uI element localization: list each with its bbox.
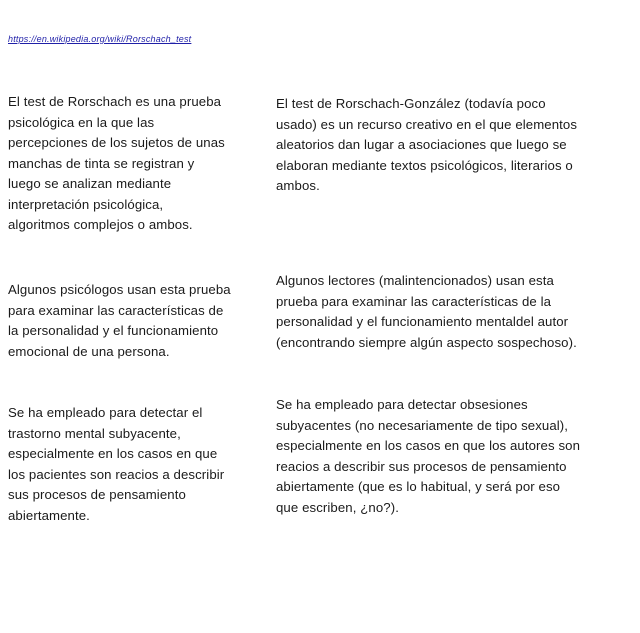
text-line: los pacientes son reacios a describir bbox=[8, 466, 225, 482]
text-line: manchas de tinta se registran y bbox=[8, 155, 195, 171]
text-line: reacios a describir sus procesos de pensamiento bbox=[276, 458, 567, 474]
text-line: la personalidad y el funcionamiento bbox=[8, 323, 219, 338]
text-line: algoritmos complejos o ambos. bbox=[8, 217, 193, 232]
text-line: abiertamente (que es lo habitual, y será por eso bbox=[276, 479, 561, 494]
text-line: emocional de una persona. bbox=[8, 343, 170, 359]
text-line: ambos. bbox=[276, 178, 320, 193]
text-line: para examinar las características de bbox=[8, 302, 224, 318]
text-line: subyacentes (no necesariamente de tipo sexual), bbox=[276, 417, 569, 433]
left-paragraph-definition bbox=[8, 92, 225, 236]
text-line: Algunos psicólogos usan esta prueba bbox=[8, 282, 231, 297]
left-paragraph-detection bbox=[8, 403, 224, 526]
text-line: El test de Rorschach es una prueba bbox=[8, 94, 222, 109]
text-line: Se ha empleado para detectar el bbox=[8, 405, 203, 420]
text-line: usado) es un recurso creativo en el que elementos bbox=[276, 116, 578, 132]
text-line: luego se analizan mediante bbox=[8, 176, 172, 191]
right-paragraph-usage bbox=[276, 271, 577, 353]
text-line: personalidad y el funcionamiento mentaldel autor bbox=[276, 314, 569, 329]
text-line: percepciones de los sujetos de unas bbox=[8, 135, 225, 150]
text-line: abiertamente. bbox=[8, 507, 90, 523]
text-line: aleatorios dan lugar a asociaciones que luego se bbox=[276, 137, 567, 152]
right-paragraph-definition bbox=[276, 94, 577, 197]
left-paragraph-usage bbox=[8, 280, 231, 362]
text-line: especialmente en los casos en que bbox=[8, 446, 218, 461]
text-line: (encontrando siempre algún aspecto sospechoso). bbox=[276, 334, 577, 350]
text-line: Algunos lectores (malintencionados) usan esta bbox=[276, 273, 554, 288]
text-line: El test de Rorschach-González (todavía poco bbox=[276, 96, 546, 111]
text-line: especialmente en los casos en que los autores son bbox=[276, 438, 581, 453]
right-paragraph-detection bbox=[276, 395, 580, 518]
text-line: trastorno mental subyacente, bbox=[8, 425, 181, 441]
text-line: psicológica en la que las bbox=[8, 114, 155, 130]
text-line: Se ha empleado para detectar obsesiones bbox=[276, 397, 528, 412]
text-line: prueba para examinar las características de la bbox=[276, 293, 552, 309]
text-line: elaboran mediante textos psicológicos, literarios o bbox=[276, 157, 573, 173]
wikipedia-link[interactable]: https://en.wikipedia.org/wiki/Rorschach_test bbox=[8, 34, 192, 44]
text-line: sus procesos de pensamiento bbox=[8, 487, 186, 502]
text-line: interpretación psicológica, bbox=[8, 196, 164, 212]
text-line: que escriben, ¿no?). bbox=[276, 499, 399, 515]
